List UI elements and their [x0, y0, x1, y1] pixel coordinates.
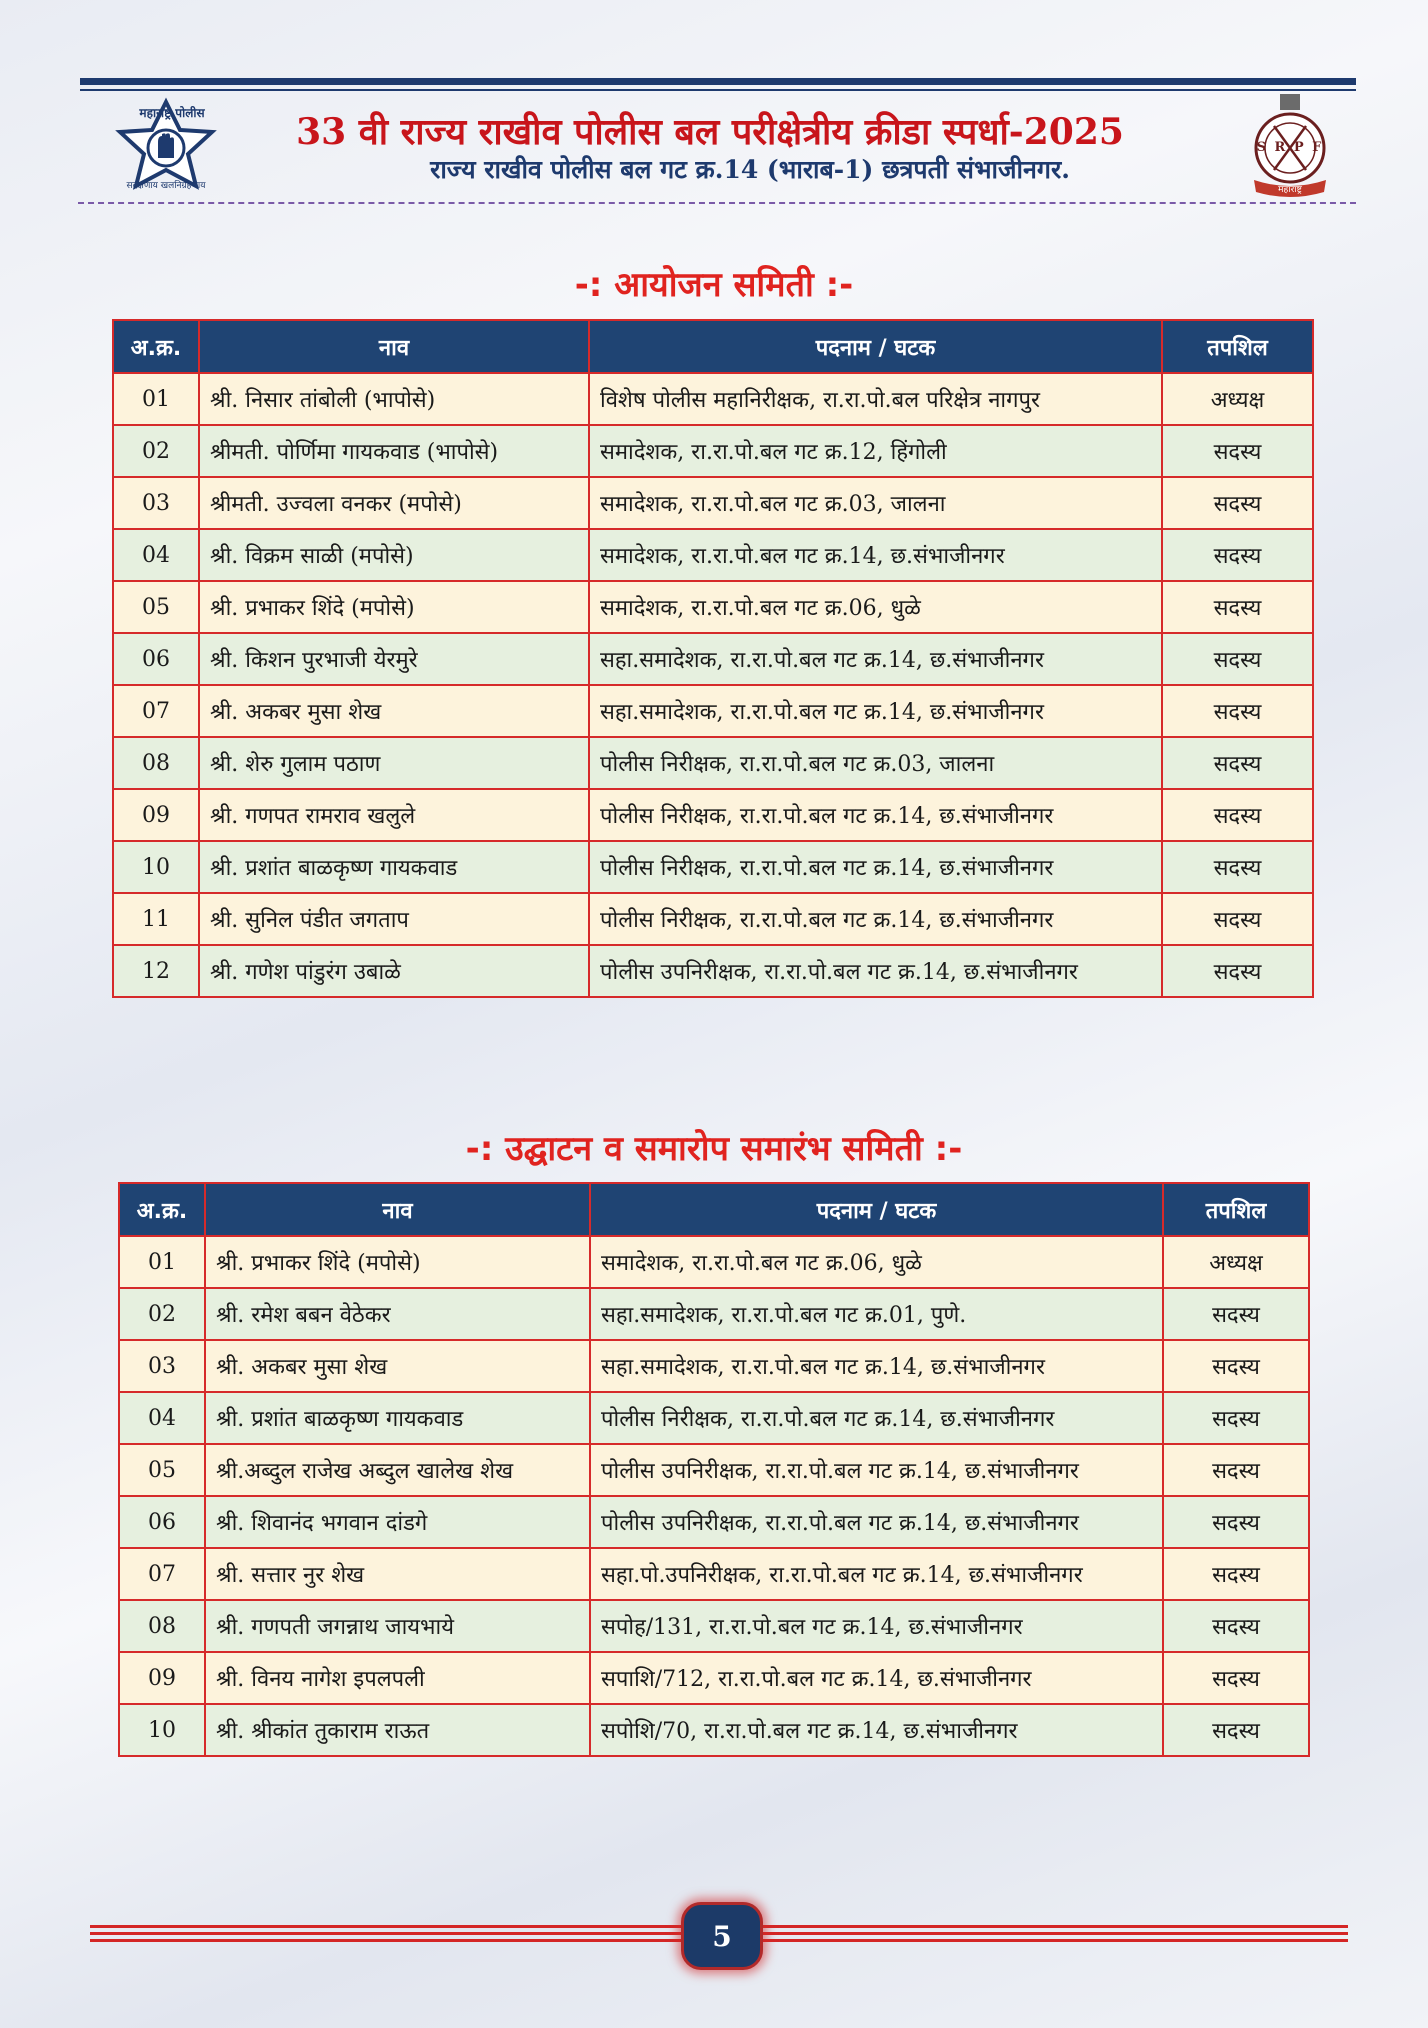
row-role: सदस्य: [1163, 1600, 1309, 1652]
row-designation: सपोशि/70, रा.रा.पो.बल गट क्र.14, छ.संभाजीनगर: [590, 1704, 1163, 1756]
table-row: [119, 1392, 1309, 1444]
row-serial: 02: [119, 1288, 205, 1340]
row-role: सदस्य: [1162, 633, 1313, 685]
col-header-name: नाव: [199, 320, 589, 373]
row-serial: 08: [113, 737, 199, 789]
row-designation: पोलीस निरीक्षक, रा.रा.पो.बल गट क्र.14, छ.संभाजीनगर: [589, 841, 1162, 893]
row-serial: 10: [119, 1704, 205, 1756]
committee-table-organizing: [112, 319, 1314, 998]
row-role: सदस्य: [1162, 581, 1313, 633]
row-designation: समादेशक, रा.रा.पो.बल गट क्र.06, धुळे: [590, 1236, 1163, 1288]
table-row: [119, 1236, 1309, 1288]
row-role: सदस्य: [1163, 1652, 1309, 1704]
row-name: श्रीमती. उज्वला वनकर (मपोसे): [199, 477, 589, 529]
table-row: [119, 1704, 1309, 1756]
row-name: श्री. प्रशांत बाळकृष्ण गायकवाड: [199, 841, 589, 893]
row-designation: पोलीस निरीक्षक, रा.रा.पो.बल गट क्र.14, छ.संभाजीनगर: [590, 1392, 1163, 1444]
table-row: [113, 581, 1313, 633]
row-serial: 08: [119, 1600, 205, 1652]
row-serial: 09: [113, 789, 199, 841]
row-serial: 11: [113, 893, 199, 945]
row-designation: सहा.समादेशक, रा.रा.पो.बल गट क्र.14, छ.संभाजीनगर: [589, 633, 1162, 685]
row-designation: सहा.समादेशक, रा.रा.पो.बल गट क्र.14, छ.संभाजीनगर: [589, 685, 1162, 737]
row-designation: पोलीस उपनिरीक्षक, रा.रा.पो.बल गट क्र.14, छ.संभाजीनगर: [590, 1496, 1163, 1548]
col-header-serial: अ.क्र.: [119, 1183, 205, 1236]
row-designation: विशेष पोलीस महानिरीक्षक, रा.रा.पो.बल परिक्षेत्र नागपुर: [589, 373, 1162, 425]
table-row: [113, 633, 1313, 685]
row-role: सदस्य: [1163, 1392, 1309, 1444]
row-serial: 05: [119, 1444, 205, 1496]
row-name: श्री. विक्रम साळी (मपोसे): [199, 529, 589, 581]
table-row: [113, 685, 1313, 737]
table-row: [119, 1600, 1309, 1652]
row-designation: पोलीस निरीक्षक, रा.रा.पो.बल गट क्र.14, छ.संभाजीनगर: [589, 789, 1162, 841]
table-row: [119, 1340, 1309, 1392]
row-designation: सपोह/131, रा.रा.पो.बल गट क्र.14, छ.संभाजीनगर: [590, 1600, 1163, 1652]
row-role: सदस्य: [1163, 1548, 1309, 1600]
row-name: श्री.अब्दुल राजेख अब्दुल खालेख शेख: [205, 1444, 590, 1496]
row-role: सदस्य: [1162, 477, 1313, 529]
committee-title: -: आयोजन समिती :-: [574, 265, 854, 305]
row-role: सदस्य: [1162, 945, 1313, 997]
row-name: श्री. गणपत रामराव खलुले: [199, 789, 589, 841]
row-name: श्री. प्रभाकर शिंदे (मपोसे): [199, 581, 589, 633]
row-role: सदस्य: [1162, 685, 1313, 737]
row-role: सदस्य: [1163, 1444, 1309, 1496]
row-name: श्री. अकबर मुसा शेख: [199, 685, 589, 737]
page-title: 33 वी राज्य राखीव पोलीस बल परीक्षेत्रीय क्रीडा स्पर्धा-2025: [296, 111, 1124, 153]
row-serial: 06: [119, 1496, 205, 1548]
row-serial: 07: [113, 685, 199, 737]
row-serial: 06: [113, 633, 199, 685]
row-serial: 07: [119, 1548, 205, 1600]
row-role: सदस्य: [1163, 1288, 1309, 1340]
row-serial: 02: [113, 425, 199, 477]
row-name: श्री. प्रशांत बाळकृष्ण गायकवाड: [205, 1392, 590, 1444]
row-designation: पोलीस उपनिरीक्षक, रा.रा.पो.बल गट क्र.14, छ.संभाजीनगर: [589, 945, 1162, 997]
table-row: [113, 737, 1313, 789]
row-designation: पोलीस उपनिरीक्षक, रा.रा.पो.बल गट क्र.14, छ.संभाजीनगर: [590, 1444, 1163, 1496]
col-header-role: तपशिल: [1162, 320, 1313, 373]
row-name: श्री. गणेश पांडुरंग उबाळे: [199, 945, 589, 997]
row-designation: सहा.पो.उपनिरीक्षक, रा.रा.पो.बल गट क्र.14, छ.संभाजीनगर: [590, 1548, 1163, 1600]
left-logo-top-text: महाराष्ट्र पोलीस: [139, 106, 205, 120]
row-designation: समादेशक, रा.रा.पो.बल गट क्र.12, हिंगोली: [589, 425, 1162, 477]
row-role: सदस्य: [1163, 1340, 1309, 1392]
table-row: [119, 1548, 1309, 1600]
table-row: [113, 841, 1313, 893]
row-designation: समादेशक, रा.रा.पो.बल गट क्र.03, जालना: [589, 477, 1162, 529]
row-role: सदस्य: [1162, 841, 1313, 893]
committee-title: -: उद्घाटन व समारोप समारंभ समिती :-: [465, 1129, 963, 1169]
row-name: श्री. शेरु गुलाम पठाण: [199, 737, 589, 789]
row-name: श्री. शिवानंद भगवान दांडगे: [205, 1496, 590, 1548]
row-name: श्री. प्रभाकर शिंदे (मपोसे): [205, 1236, 590, 1288]
table-row: [113, 373, 1313, 425]
row-serial: 09: [119, 1652, 205, 1704]
row-name: श्री. सत्तार नुर शेख: [205, 1548, 590, 1600]
table-row: [113, 477, 1313, 529]
row-serial: 03: [119, 1340, 205, 1392]
row-serial: 05: [113, 581, 199, 633]
table-row: [119, 1288, 1309, 1340]
row-designation: सहा.समादेशक, रा.रा.पो.बल गट क्र.14, छ.संभाजीनगर: [590, 1340, 1163, 1392]
table-row: [119, 1652, 1309, 1704]
row-role: सदस्य: [1162, 737, 1313, 789]
table-row: [113, 893, 1313, 945]
col-header-serial: अ.क्र.: [113, 320, 199, 373]
table-header-row: [113, 320, 1313, 373]
row-role: सदस्य: [1162, 893, 1313, 945]
row-designation: समादेशक, रा.रा.पो.बल गट क्र.14, छ.संभाजीनगर: [589, 529, 1162, 581]
row-serial: 12: [113, 945, 199, 997]
row-name: श्रीमती. पोर्णिमा गायकवाड (भापोसे): [199, 425, 589, 477]
header-rule: [80, 78, 1356, 91]
committee-table-ceremony: [118, 1182, 1310, 1757]
row-role: सदस्य: [1162, 425, 1313, 477]
table-row: [119, 1496, 1309, 1548]
page-number: 5: [681, 1902, 763, 1970]
row-designation: सहा.समादेशक, रा.रा.पो.बल गट क्र.01, पुणे.: [590, 1288, 1163, 1340]
row-name: श्री. अकबर मुसा शेख: [205, 1340, 590, 1392]
row-serial: 04: [119, 1392, 205, 1444]
row-serial: 03: [113, 477, 199, 529]
row-serial: 01: [113, 373, 199, 425]
row-role: सदस्य: [1162, 789, 1313, 841]
col-header-role: तपशिल: [1163, 1183, 1309, 1236]
row-name: श्री. रमेश बबन वेठेकर: [205, 1288, 590, 1340]
row-name: श्री. श्रीकांत तुकाराम राऊत: [205, 1704, 590, 1756]
row-role: अध्यक्ष: [1162, 373, 1313, 425]
row-serial: 10: [113, 841, 199, 893]
srpf-ribbon-text: महाराष्ट्र: [1278, 185, 1302, 195]
row-designation: पोलीस निरीक्षक, रा.रा.पो.बल गट क्र.03, जालना: [589, 737, 1162, 789]
row-serial: 01: [119, 1236, 205, 1288]
row-serial: 04: [113, 529, 199, 581]
table-header-row: [119, 1183, 1309, 1236]
table-row: [113, 945, 1313, 997]
col-header-name: नाव: [205, 1183, 590, 1236]
row-designation: सपाशि/712, रा.रा.पो.बल गट क्र.14, छ.संभाजीनगर: [590, 1652, 1163, 1704]
row-name: श्री. निसार तांबोली (भापोसे): [199, 373, 589, 425]
table-row: [113, 789, 1313, 841]
row-name: श्री. गणपती जगन्नाथ जायभाये: [205, 1600, 590, 1652]
left-logo-bottom-text: सद्रक्षणाय खलनिग्रहणाय: [126, 181, 206, 191]
col-header-designation: पदनाम / घटक: [590, 1183, 1163, 1236]
row-role: सदस्य: [1163, 1496, 1309, 1548]
row-name: श्री. सुनिल पंडीत जगताप: [199, 893, 589, 945]
table-row: [113, 529, 1313, 581]
header-divider: [78, 202, 1356, 204]
row-designation: पोलीस निरीक्षक, रा.रा.पो.बल गट क्र.14, छ.संभाजीनगर: [589, 893, 1162, 945]
row-name: श्री. विनय नागेश इपलपली: [205, 1652, 590, 1704]
table-row: [119, 1444, 1309, 1496]
row-name: श्री. किशन पुरभाजी येरमुरे: [199, 633, 589, 685]
page-subtitle: राज्य राखीव पोलीस बल गट क्र.14 (भाराब-1) छत्रपती संभाजीनगर.: [430, 155, 1070, 184]
col-header-designation: पदनाम / घटक: [589, 320, 1162, 373]
srpf-letters: S R P F: [1256, 140, 1324, 155]
row-role: अध्यक्ष: [1163, 1236, 1309, 1288]
row-role: सदस्य: [1162, 529, 1313, 581]
row-role: सदस्य: [1163, 1704, 1309, 1756]
table-row: [113, 425, 1313, 477]
row-designation: समादेशक, रा.रा.पो.बल गट क्र.06, धुळे: [589, 581, 1162, 633]
